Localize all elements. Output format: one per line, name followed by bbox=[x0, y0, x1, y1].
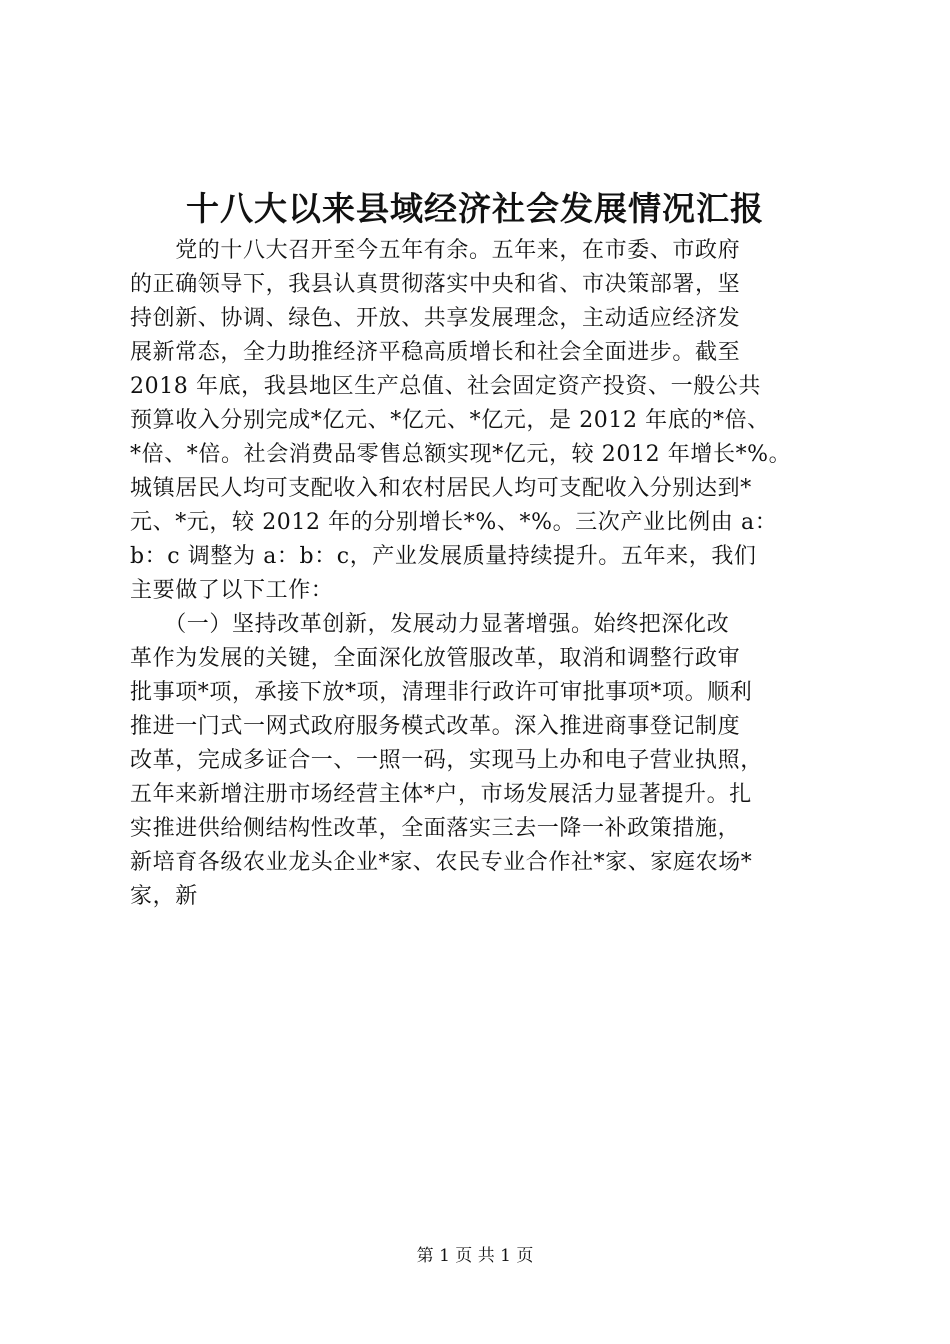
body-line: 党的十八大召开至今五年有余。五年来，在市委、市政府 bbox=[130, 238, 741, 263]
body-line: 元、*元，较 2012 年的分别增长*%、*%。三次产业比例由 a： bbox=[130, 510, 778, 535]
body-line: 改革，完成多证合一、一照一码，实现马上办和电子营业执照， bbox=[130, 748, 763, 773]
page-footer: 第 1 页 共 1 页 bbox=[416, 1246, 534, 1266]
body-line: 批事项*项，承接下放*项，清理非行政许可审批事项*项。顺利 bbox=[130, 680, 753, 705]
body-line: 展新常态，全力助推经济平稳高质增长和社会全面进步。截至 bbox=[130, 340, 741, 365]
body-line: 家，新 bbox=[130, 884, 198, 909]
document-body bbox=[130, 234, 830, 914]
body-line: 的正确领导下，我县认真贯彻落实中央和省、市决策部署，坚 bbox=[130, 272, 741, 297]
body-line: 新培育各级农业龙头企业*家、农民专业合作社*家、家庭农场* bbox=[130, 850, 753, 875]
body-line: 实推进供给侧结构性改革，全面落实三去一降一补政策措施， bbox=[130, 816, 741, 841]
body-line: 持创新、协调、绿色、开放、共享发展理念，主动适应经济发 bbox=[130, 306, 741, 331]
body-line: 推进一门式一网式政府服务模式改革。深入推进商事登记制度 bbox=[130, 714, 741, 739]
body-line: 革作为发展的关键，全面深化放管服改革，取消和调整行政审 bbox=[130, 646, 741, 671]
body-line: 城镇居民人均可支配收入和农村居民人均可支配收入分别达到* bbox=[130, 476, 752, 501]
body-line: 主要做了以下工作： bbox=[130, 578, 334, 603]
body-line: 2018 年底，我县地区生产总值、社会固定资产投资、一般公共 bbox=[130, 374, 761, 399]
body-line: *倍、*倍。社会消费品零售总额实现*亿元，较 2012 年增长*%。 bbox=[130, 442, 792, 467]
body-line: b：c 调整为 a：b：c，产业发展质量持续提升。五年来，我们 bbox=[130, 544, 757, 569]
body-line: 预算收入分别完成*亿元、*亿元、*亿元，是 2012 年底的*倍、 bbox=[130, 408, 770, 433]
body-line: （一）坚持改革创新，发展动力显著增强。始终把深化改 bbox=[130, 612, 730, 637]
body-line: 五年来新增注册市场经营主体*户，市场发展活力显著提升。扎 bbox=[130, 782, 752, 807]
document-title: 十八大以来县域经济社会发展情况汇报 bbox=[186, 189, 764, 228]
